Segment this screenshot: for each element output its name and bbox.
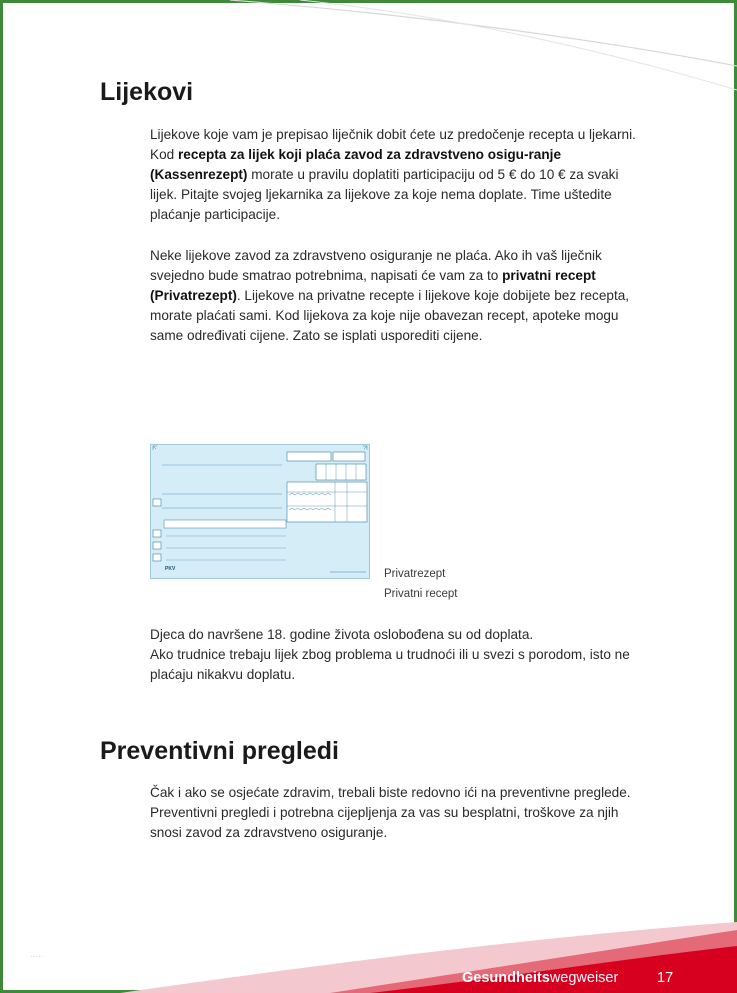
figure-caption-german: Privatrezept <box>384 568 446 580</box>
pkv-logo: PKV <box>165 566 176 572</box>
page-number: 17 <box>657 970 674 986</box>
paragraph-privatrezept: Neke lijekove zavod za zdravstveno osiguranje ne plaća. Ako ih vaš liječnik svejedno bude smatrao potrebnima, napisati će vam za to privatni recept (Privatrezept). Lijekove na privatne recepte i lijekove koje dobijete bez recepta, morate plaćati sami. Kod lijekova za koje nije obavezan recept, apoteke mogu same određivati cijene. Zato se isplati usporediti cijene. <box>150 248 630 344</box>
exemption-pregnant: Ako trudnice trebaju lijek zbog problema u trudnoći ili u svezi s porodom, isto ne plaćaju nikakvu doplatu. <box>150 647 630 683</box>
paragraph-preventive: Čak i ako se osjećate zdravim, trebali biste redovno ići na preventivne preglede. Preventivni pregledi i potrebna cijepljenja za vas su besplatni, troškove za njih snosi zavod za zdravstveno osiguranje. <box>150 785 631 841</box>
bold-privatrezept: privatni recept (Privatrezept) <box>150 268 596 304</box>
figure-caption-croatian: Privatni recept <box>384 588 458 600</box>
bold-kassenrezept: recepta za lijek koji plaća zavod za zdravstveno osigu-ranje (Kassenrezept) <box>150 147 562 183</box>
section-title-lijekovi: Lijekovi <box>100 78 194 106</box>
footer-brand: Gesundheitswegweiser <box>462 970 619 986</box>
paragraph-exemptions <box>150 625 640 685</box>
watermark-text: ····· <box>30 952 44 961</box>
private-prescription-form-image <box>150 444 370 579</box>
exemption-children: Djeca do navršene 18. godine života oslobođena su od doplata. <box>150 627 534 642</box>
section-title-preventivni-pregledi: Preventivni pregledi <box>100 737 339 765</box>
footer-red-band <box>0 900 737 993</box>
paragraph-kassenrezept: Lijekove koje vam je prepisao liječnik dobit ćete uz predočenje recepta u ljekarni. Kod recepta za lijek koji plaća zavod za zdravstveno osigu-ranje (Kassenrezept) morate u pravilu doplatiti participaciju od 5 € do 10 € za svaki lijek. Pitajte svojeg ljekarnika za lijekove za koje nema doplate. Time uštedite plaćanje participacije. <box>150 127 636 223</box>
